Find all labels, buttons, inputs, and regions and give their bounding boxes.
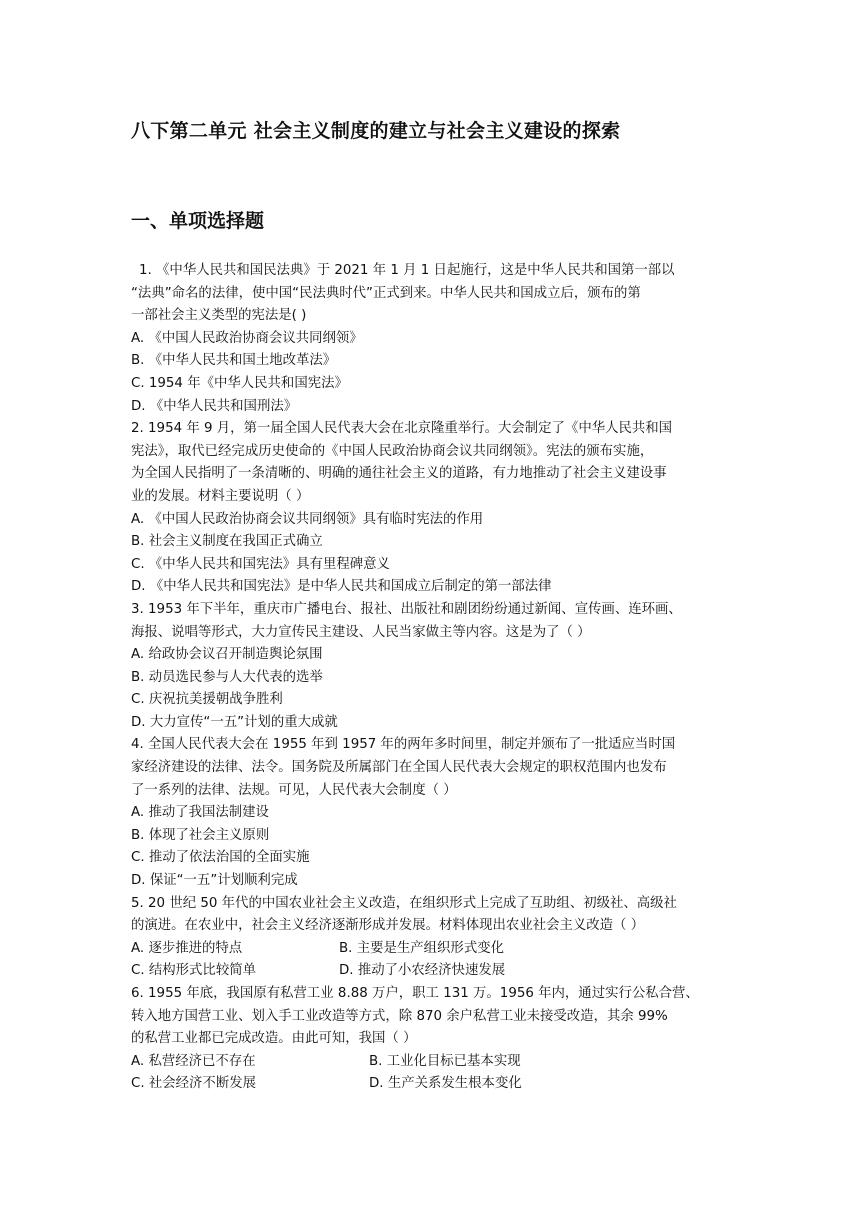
option-a: A. 推动了我国法制建设 [131, 805, 269, 821]
question-1 [131, 260, 731, 418]
option-a: A. 《中国人民政治协商会议共同纲领》具有临时宪法的作用 [131, 511, 484, 527]
question-stem-line: 为全国人民指明了一条清晰的、明确的通往社会主义的道路，有力地推动了社会主义建设事 [131, 466, 667, 482]
option-a: A. 逐步推进的特点 [131, 940, 243, 956]
option-a: A. 给政协会议召开制造舆论氛围 [131, 647, 323, 663]
question-stem-line: “法典”命名的法律，使中国“民法典时代”正式到来。中华人民共和国成立后，颁布的第 [131, 285, 641, 301]
question-stem-line: 一部社会主义类型的宪法是( ) [131, 308, 307, 324]
option-d: D. 推动了小农经济快速发展 [339, 963, 506, 979]
document-title: 八下第二单元 社会主义制度的建立与社会主义建设的探索 [131, 120, 621, 142]
option-row [131, 938, 731, 961]
question-stem-line: 了一系列的法律、法规。可见，人民代表大会制度（ ） [131, 782, 457, 798]
question-stem-line: 海报、说唱等形式，大力宣传民主建设、人民当家做主等内容。这是为了（ ） [131, 624, 591, 640]
question-stem-line: 5. 20 世纪 50 年代的中国农业社会主义改造，在组织形式上完成了互助组、初级社、高级社 [131, 895, 677, 911]
question-stem-line: 2. 1954 年 9 月，第一届全国人民代表大会在北京隆重举行。大会制定了《中华人民共和国 [131, 421, 673, 437]
question-stem-line: 宪法》，取代已经完成历史使命的《中国人民政治协商会议共同纲领》。宪法的颁布实施， [131, 443, 654, 459]
question-list [131, 260, 731, 1096]
option-b: B. 体现了社会主义原则 [131, 827, 270, 843]
option-d: D. 生产关系发生根本变化 [369, 1076, 522, 1092]
option-c: C. 《中华人民共和国宪法》具有里程碑意义 [131, 556, 390, 572]
question-stem-line: 3. 1953 年下半年，重庆市广播电台、报社、出版社和剧团纷纷通过新闻、宣传画、连环画、 [131, 601, 682, 617]
option-d: D. 《中华人民共和国刑法》 [131, 398, 298, 414]
option-d: D. 大力宣传“一五”计划的重大成就 [131, 714, 338, 730]
option-a: A. 私营经济已不存在 [131, 1053, 256, 1069]
option-b: B. 主要是生产组织形式变化 [339, 940, 504, 956]
option-c: C. 庆祝抗美援朝战争胜利 [131, 692, 283, 708]
question-stem-line: 家经济建设的法律、法令。国务院及所属部门在全国人民代表大会规定的职权范围内也发布 [131, 760, 667, 776]
question-2 [131, 418, 731, 599]
question-5 [131, 893, 731, 983]
option-row [131, 1073, 731, 1096]
question-3 [131, 599, 731, 735]
question-6 [131, 983, 731, 1096]
section-heading: 一、单项选择题 [131, 210, 265, 232]
option-a: A. 《中国人民政治协商会议共同纲领》 [131, 330, 363, 346]
option-c: C. 社会经济不断发展 [131, 1076, 256, 1092]
option-row [131, 1051, 731, 1074]
question-stem-line: 6. 1955 年底，我国原有私营工业 8.88 万户，职工 131 万。1956 年内，通过实行公私合营、 [131, 986, 699, 1001]
question-stem-line: 的演进。在农业中，社会主义经济逐渐形成并发展。材料体现出农业社会主义改造（ ） [131, 918, 645, 934]
option-c: C. 结构形式比较简单 [131, 963, 256, 979]
option-c: C. 1954 年《中华人民共和国宪法》 [131, 375, 348, 391]
option-row [131, 960, 731, 983]
option-b: B. 社会主义制度在我国正式确立 [131, 534, 323, 550]
option-b: B. 动员选民参与人大代表的选举 [131, 669, 323, 685]
question-4 [131, 734, 731, 892]
question-stem-line: 的私营工业都已完成改造。由此可知，我国（ ） [131, 1031, 417, 1047]
question-stem-line: 1. 《中华人民共和国民法典》于 2021 年 1 月 1 日起施行，这是中华人民共和国第一部以 [139, 263, 675, 278]
question-stem-line: 转入地方国营工业、划入手工业改造等方式，除 870 余户私营工业未接受改造，其余 99% [131, 1008, 668, 1024]
option-d: D. 《中华人民共和国宪法》是中华人民共和国成立后制定的第一部法律 [131, 579, 552, 595]
option-c: C. 推动了依法治国的全面实施 [131, 850, 310, 866]
option-b: B. 工业化目标已基本实现 [369, 1053, 521, 1069]
question-stem-line: 业的发展。材料主要说明（ ） [131, 488, 310, 504]
question-stem-line: 4. 全国人民代表大会在 1955 年到 1957 年的两年多时间里，制定并颁布了一批适应当时国 [131, 737, 676, 753]
option-b: B. 《中华人民共和国土地改革法》 [131, 353, 337, 369]
option-d: D. 保证“一五”计划顺利完成 [131, 873, 298, 889]
